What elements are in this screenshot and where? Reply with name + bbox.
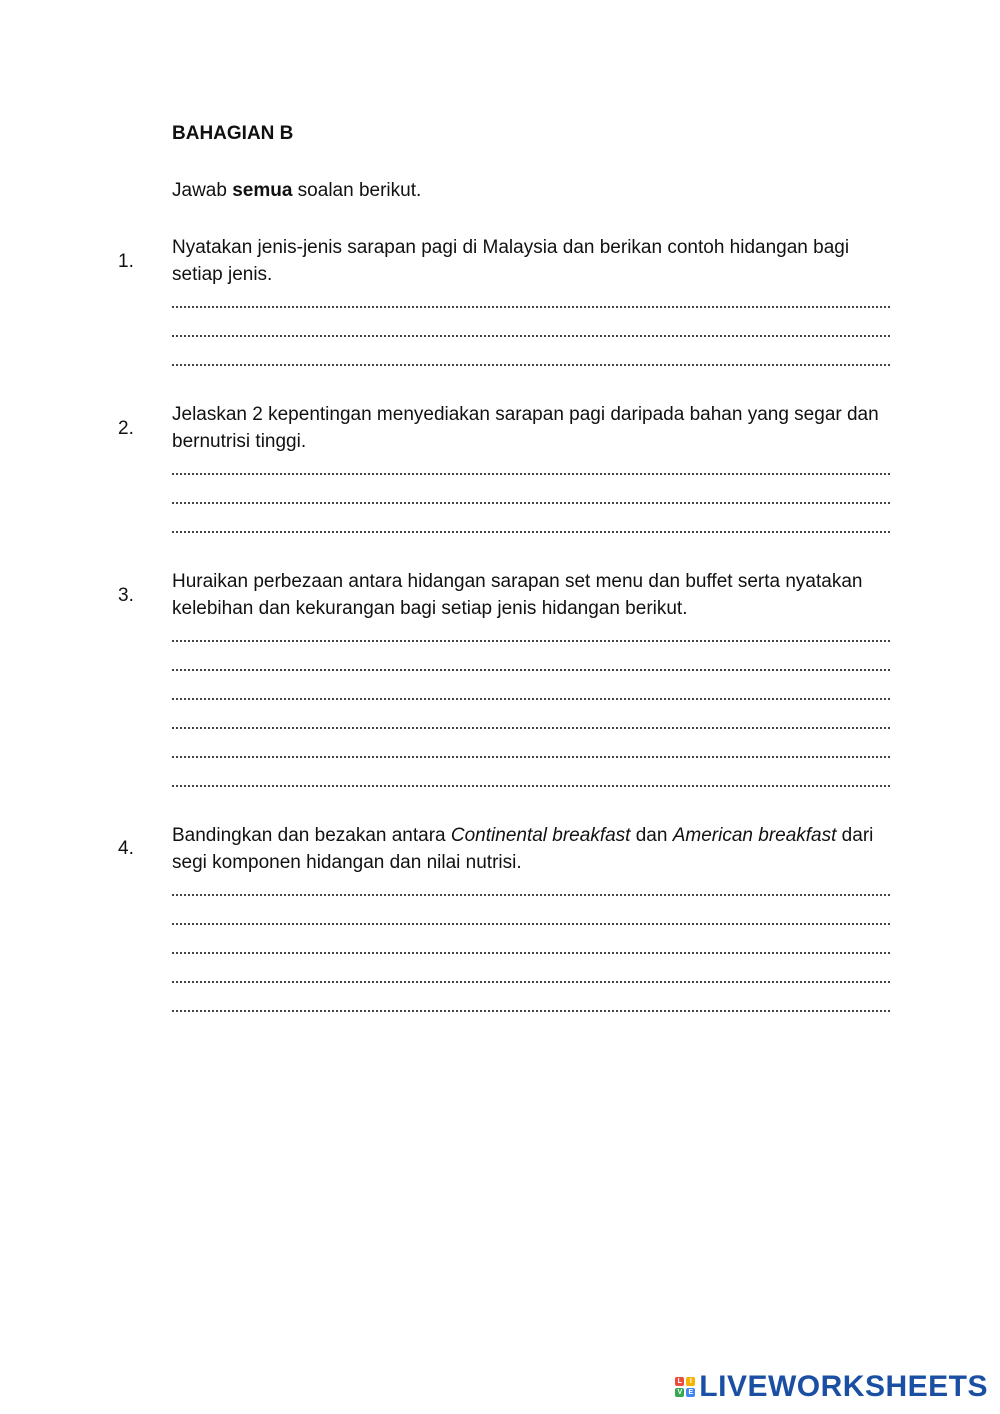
answer-line[interactable] [172, 698, 890, 700]
question-text-2: Jelaskan 2 kepentingan menyediakan sarapan pagi daripada bahan yang segar dan bernutrisi tinggi. [172, 404, 879, 452]
liveworksheets-logo [675, 1370, 988, 1404]
logo-tile: I [686, 1377, 695, 1386]
question-text-3: Huraikan perbezaan antara hidangan sarapan set menu dan buffet serta nyatakan kelebihan dan kekurangan bagi setiap jenis hidangan berikut. [172, 571, 863, 619]
logo-tile: L [675, 1377, 684, 1386]
answer-line[interactable] [172, 727, 890, 729]
question-number-3: 3. [118, 585, 134, 606]
logo-tile: E [686, 1388, 695, 1397]
question-text-4: Bandingkan dan bezakan antara Continental breakfast dan American breakfast dari segi komponen hidangan dan nilai nutrisi. [172, 825, 874, 873]
section-title: BAHAGIAN B [172, 123, 294, 144]
answer-line[interactable] [172, 785, 890, 787]
liveworksheets-icon [675, 1377, 695, 1397]
answer-line[interactable] [172, 669, 890, 671]
answer-line[interactable] [172, 640, 890, 642]
answer-line[interactable] [172, 981, 890, 983]
question-number-1: 1. [118, 251, 134, 272]
instruction: Jawab semua soalan berikut. [172, 180, 422, 201]
answer-line[interactable] [172, 364, 890, 366]
logo-tile: V [675, 1388, 684, 1397]
answer-line[interactable] [172, 894, 890, 896]
answer-line[interactable] [172, 531, 890, 533]
question-text-1: Nyatakan jenis-jenis sarapan pagi di Malaysia dan berikan contoh hidangan bagi setiap jenis. [172, 237, 850, 285]
answer-line[interactable] [172, 923, 890, 925]
answer-line[interactable] [172, 473, 890, 475]
answer-line[interactable] [172, 502, 890, 504]
answer-line[interactable] [172, 756, 890, 758]
answer-line[interactable] [172, 335, 890, 337]
answer-line[interactable] [172, 1010, 890, 1012]
answer-line[interactable] [172, 306, 890, 308]
question-number-4: 4. [118, 838, 134, 859]
brand-name: LIVEWORKSHEETS [699, 1370, 988, 1403]
answer-line[interactable] [172, 952, 890, 954]
question-number-2: 2. [118, 418, 134, 439]
